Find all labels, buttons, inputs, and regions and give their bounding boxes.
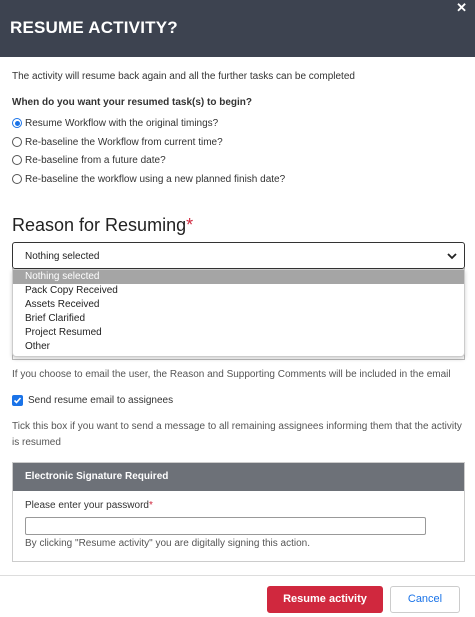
radio-planned-finish[interactable] [12,172,285,186]
radio-label: Re-baseline the Workflow from current time? [25,136,223,148]
signature-header: Electronic Signature Required [13,463,464,491]
dropdown-option-nothing-selected[interactable]: Nothing selected [13,270,464,284]
dropdown-option-assets-received[interactable]: Assets Received [25,299,100,310]
password-input[interactable] [25,517,426,535]
close-icon[interactable]: ✕ [456,0,467,15]
signature-panel [12,462,465,562]
send-email-checkbox[interactable] [12,395,23,406]
reason-select-value: Nothing selected [25,251,100,262]
radio-button[interactable] [12,174,22,184]
radio-future-date[interactable] [12,153,166,167]
checkmark-icon [13,396,22,405]
password-label-text: Please enter your password [25,500,149,511]
dialog-title: RESUME ACTIVITY? [10,18,178,37]
reason-select[interactable] [12,242,465,269]
reason-dropdown-list [12,269,465,357]
radio-label: Resume Workflow with the original timings? [25,117,219,129]
dropdown-option-brief-clarified[interactable]: Brief Clarified [25,313,86,324]
start-question: When do you want your resumed task(s) to begin? [12,97,253,108]
dialog-header [0,0,475,57]
radio-button[interactable] [12,155,22,165]
radio-button[interactable] [12,137,22,147]
dropdown-option-project-resumed[interactable]: Project Resumed [25,327,102,338]
reason-heading-text: Reason for Resuming [12,215,187,235]
intro-text: The activity will resume back again and all the further tasks can be completed [12,71,355,82]
radio-label: Re-baseline from a future date? [25,154,166,166]
send-email-row[interactable] [12,395,173,406]
dropdown-option-other[interactable]: Other [25,341,51,352]
radio-original-timings[interactable] [12,116,218,130]
footer-divider [0,575,475,576]
signing-note: By clicking "Resume activity" you are digitally signing this action. [25,538,310,549]
tick-note: Tick this box if you want to send a message to all remaining assignees informing them that the activity is resumed [12,421,462,448]
password-label [25,500,153,511]
email-note: If you choose to email the user, the Reason and Supporting Comments will be included in the email [12,369,451,380]
dropdown-option-pack-copy-received[interactable]: Pack Copy Received [25,285,118,296]
radio-label: Re-baseline the workflow using a new planned finish date? [25,173,286,185]
resume-activity-button[interactable]: Resume activity [267,586,383,613]
send-email-label: Send resume email to assignees [28,395,174,406]
cancel-button[interactable]: Cancel [390,586,460,613]
chevron-down-icon [447,251,457,261]
required-mark: * [148,500,153,511]
required-mark: * [186,215,194,235]
reason-heading [12,215,193,236]
radio-current-time[interactable] [12,135,223,149]
radio-button[interactable] [12,118,22,128]
